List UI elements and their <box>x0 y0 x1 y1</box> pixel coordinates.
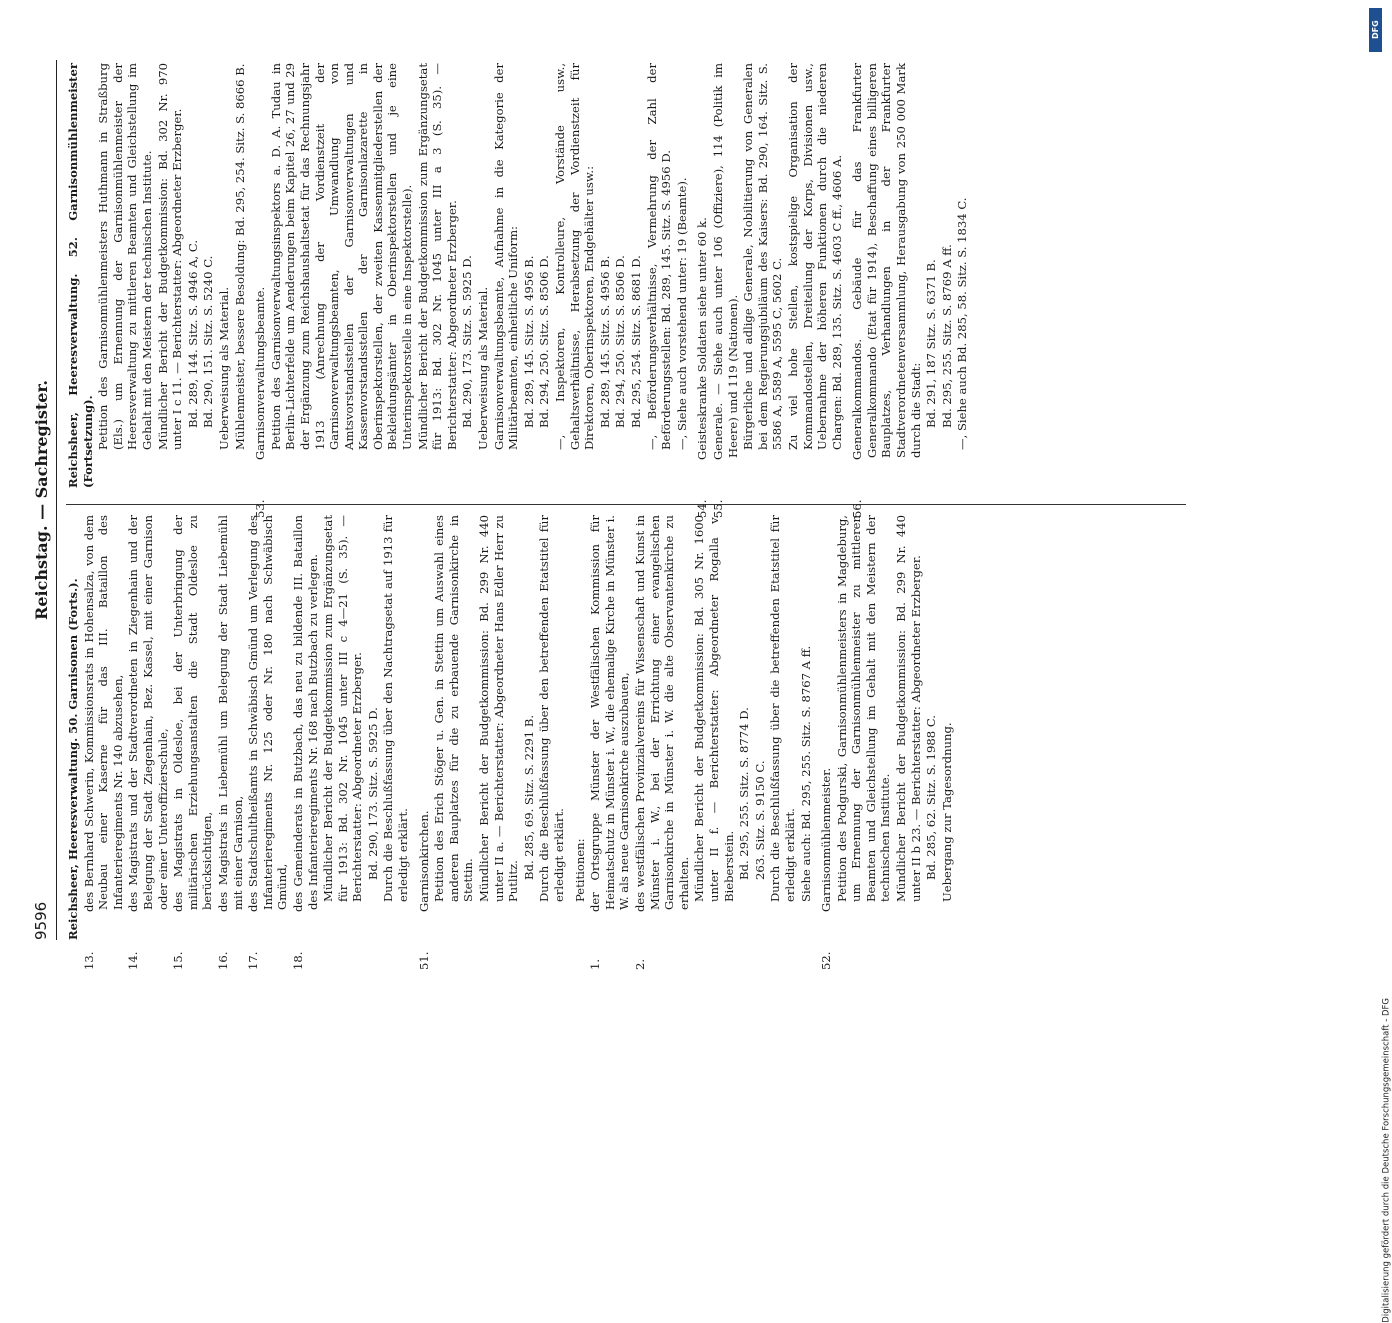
entry-text-content: Mündlicher Bericht der Budgetkommission zum Ergänzungsetat für 1913: Bd. 302 Nr. 1045 unter III c 4—21 (S. 35). — Berichterstatter: Abgeordneter Erzberger. <box>321 515 365 902</box>
entry-text-content: —, Siehe auch Bd. 285, 58. Sitz. S. 1834 C. <box>955 197 970 450</box>
entry-text <box>477 515 521 940</box>
citation-line <box>201 63 216 488</box>
entry-text <box>741 63 785 488</box>
entry-text <box>381 515 410 940</box>
entry-text-content: des Magistrats in Liebemühl um Belegung der Stadt Liebemühl mit einer Garnison, <box>215 515 245 912</box>
entry-text-content: Mündlicher Bericht der Budgetkommission: Bd. 299 Nr. 440 unter II b 23. — Berichterstatter: Abgeordneter Erzberger. <box>894 515 923 902</box>
entry-number: 14. <box>126 951 141 970</box>
entry-text <box>416 63 460 488</box>
entry-text-content: Uebergang zur Tagesordnung. <box>939 722 954 902</box>
section-heading <box>850 63 923 518</box>
entry-text-content: Bd. 289, 145. Sitz. S. 4956 B. <box>521 255 536 428</box>
entry-text-content: Garnisonkirchen. <box>416 810 431 912</box>
left-column <box>66 515 1286 970</box>
entry-text <box>476 63 491 488</box>
entry-text-content: Mündlicher Bericht der Budgetkommission: Bd. 302 Nr. 970 unter I c 11. — Berichterstatter: Abgeordneter Erzberger. <box>155 63 185 450</box>
column-heading <box>66 63 95 488</box>
entry-number: 51. <box>416 951 431 970</box>
entry-text-content: Bd. 291, 187 Sitz. S. 6371 B. <box>924 259 939 428</box>
section-heading <box>819 515 834 970</box>
entry-text-content: Mühlenmeister, bessere Besoldung: Bd. 295, 254. Sitz. S. 8666 B. <box>232 63 247 450</box>
entry-text <box>645 63 674 488</box>
entry-number: 18. <box>290 951 305 970</box>
entry-text-content: Bd. 290, 151. Sitz. S. 5240 C. <box>201 255 216 428</box>
entry-text-content: Siehe auch: Bd. 295, 255. Sitz. S. 8767 A ff. <box>798 645 813 902</box>
entry-text <box>768 515 797 940</box>
entry-number: 56. <box>850 499 865 518</box>
entry-text-content: Bd. 294, 250. Sitz. S. 8506 D. <box>613 255 628 428</box>
page-number: 9596 <box>32 901 50 940</box>
numbered-entry <box>290 515 320 970</box>
column-divider <box>66 504 1186 505</box>
entry-text-content: Ueberweisung als Material. <box>476 286 491 450</box>
citation-line <box>522 515 537 940</box>
entry-text-content: Garnisonmühlenmeister. <box>819 767 834 912</box>
entry-text-content: der Ortsgruppe Münster der Westfälischen Kommission für Heimatschutz in Münster i. W., die ehemalige Kirche in Münster i. W. als neue Garnisonkirche auszubauen, <box>588 515 632 912</box>
entry-number: 2. <box>632 958 647 970</box>
numbered-entry <box>215 515 245 970</box>
entry-text-content: Bd. 294, 250. Sitz. S. 8506 D. <box>537 255 552 428</box>
citation-line <box>522 63 537 488</box>
numbered-entry <box>126 515 170 970</box>
entry-text-content: Petition des Garnisonverwaltungsinspektors a. D. A. Tudau in Berlin-Lichterfelde um Aenderungen beim Kapitel 26, 27 und 29 der Ergänzung zum Reichshaushaltsetat für das Rechnungsjahr 1913 (Anrechnung der Vordienstzeit der Garnisonverwaltungsbeamten, Umwandlung von Amtsvorstandsstellen der Garnisonverwaltungen und Kassenvorstandsstellen der Garnisonlazarette in Oberinspektorstellen, der zweiten Kassenmitgliederstellen der Bekleidungsämter in Oberinspektorstellen und je eine Unterinspektorstelle in eine Inspektorstelle). <box>268 63 415 450</box>
citation-line <box>186 63 201 488</box>
entry-text-content: 263. Sitz. S. 9150 C. <box>752 760 767 880</box>
citation-line <box>629 63 644 488</box>
entry-text-content: Durch die Beschlußfassung über den Nachtragsetat auf 1913 für erledigt erklärt. <box>381 515 411 902</box>
entry-text-content: —, Siehe auch vorstehend unter: 19 (Beamte). <box>674 177 689 450</box>
entry-text-content: des Gemeinderats in Butzbach, das neu zu bildende III. Bataillon des Infanterieregiments Nr. 168 nach Butzbach zu verlegen. <box>290 515 320 912</box>
entry-number: 15. <box>171 951 186 970</box>
entry-text-content: Bd. 289, 144. Sitz. S. 4946 A, C. <box>185 239 200 428</box>
subheading <box>573 515 588 940</box>
entry-text <box>940 515 955 940</box>
entry-text-content: des Stadtschultheißamts in Schwäbisch Gmünd um Verlegung des Infanterieregiments Nr. 125 oder Nr. 180 nach Schwäbisch Gmünd, <box>246 515 290 912</box>
entry-text-content: des westfälischen Provinzialvereins für Wissenschaft und Kunst in Münster i. W., bei der Errichtung einer evangelischen Garnisonkirche in Münster i. W. die alte Observantenkirche zu erhalten. <box>632 515 691 912</box>
numbered-entry <box>246 515 290 970</box>
citation-line <box>598 63 613 488</box>
entry-text-content: Petitionen: <box>572 838 587 902</box>
digitization-note: Digitalisierung gefördert durch die Deutsche Forschungsgemeinschaft - DFG <box>1382 998 1392 1323</box>
citation-line <box>924 63 939 488</box>
entry-text-content: Reichsheer, Heeresverwaltung. 50. Garnisonen (Forts.). <box>66 578 80 940</box>
entry-number: 1. <box>588 958 603 970</box>
entry-text-content: Ueberweisung als Material. <box>216 286 231 450</box>
petition-entry <box>432 515 476 940</box>
entry-text <box>217 63 232 488</box>
entry-text-content: Petition des Erich Stöger u. Gen. in Stettin um Auswahl eines anderen Bauplatzes für die zu erbauende Garnisonkirche in Stettin. <box>432 515 476 902</box>
running-head-title: Reichstag. — Sachregister. <box>32 380 51 620</box>
numbered-entry <box>632 515 691 970</box>
entry-text-content: Garnisonverwaltungsbeamte. <box>253 286 268 460</box>
entry-text <box>321 515 365 940</box>
citation-line <box>537 63 552 488</box>
running-head <box>30 60 57 940</box>
entry-text-content: Generale. — Siehe auch unter 106 (Offiziere), 114 (Politik im Heere) und 119 (Nationen). <box>710 63 740 460</box>
section-heading <box>416 515 432 970</box>
entry-text <box>537 515 566 940</box>
entry-number: 13. <box>81 951 96 970</box>
dfg-logo: DFG <box>1369 8 1382 52</box>
citation-line <box>613 63 628 488</box>
entry-text <box>955 63 970 488</box>
entry-text <box>553 63 597 488</box>
citation-line <box>924 515 939 940</box>
right-column <box>66 63 1286 518</box>
section-heading <box>710 63 740 518</box>
numbered-entry <box>171 515 215 970</box>
entry-number: 16. <box>215 951 230 970</box>
entry-text-content: des Magistrats und der Stadtverordneten in Ziegenhain und der Belegung der Stadt Ziegenhain, Bez. Kassel, mit einer Garnison oder einer Unteroffizierschule, <box>126 515 170 912</box>
entry-text <box>492 63 521 488</box>
entry-text <box>675 63 690 488</box>
entry-text-content: des Magistrats in Oldesloe, bei der Unterbringung der militärischen Erziehungsanstalten die Stadt Oldesloe zu berücksichtigen, <box>171 515 215 912</box>
citation-line <box>753 515 768 940</box>
entry-number: 55. <box>710 499 725 518</box>
citation-line <box>460 63 475 488</box>
entry-text <box>692 515 736 940</box>
entry-text-content: Reichsheer, Heeresverwaltung. 52. Garnisonmühlenmeister (Fortsetzung). <box>66 63 95 488</box>
entry-text-content: Zu viel hohe Stellen, kostspielige Organisation der Kommandostellen, Dreiteilung der Korps, Divisionen usw., Uebernahme der höheren Funktionen durch die niederen Chargen: Bd. 289, 135. Sitz. S. 4603 C ff., 4606 A. <box>785 63 844 450</box>
entry-text-content: Bd. 289, 145. Sitz. S. 4956 B. <box>597 255 612 428</box>
entry-text-content: Bd. 285, 62. Sitz. S. 1988 C. <box>924 715 939 880</box>
entry-text-content: —, Inspektoren, Kontrolleure, Vorstände usw., Gehaltsverhältnisse, Herabsetzung der Vordienstzeit für Direktoren, Oberinspektoren, Endgehälter usw.: <box>553 63 597 450</box>
entry-text-content: Mündlicher Bericht der Budgetkommission zum Ergänzungsetat für 1913: Bd. 302 Nr. 1045 unter III a 3 (S. 35). — Berichterstatter: Abgeordneter Erzberger. <box>415 63 459 450</box>
entry-text-content: Mündlicher Bericht der Budgetkommission: Bd. 299 Nr. 440 unter II a. — Berichterstatter: Abgeordneter Hans Edler Herr zu Putlitz. <box>477 515 521 902</box>
entry-text-content: Garnisonverwaltungsbeamte, Aufnahme in die Kategorie der Militärbeamten, einheitliche Uniform: <box>491 63 521 450</box>
entry-text <box>233 63 248 488</box>
entry-text-content: Petition des Podgurski, Garnisonmühlenmeisters in Magdeburg, um Ernennung der Garnisonmühlenmeister zu mittleren Beamten und Gleichstellung im Gehalt mit den Meistern der technischen Institute. <box>834 515 893 902</box>
section-heading <box>695 63 710 518</box>
entry-number: 52. <box>819 951 834 970</box>
column-heading <box>66 515 81 940</box>
entry-text-content: Bd. 290, 173. Sitz. S. 5925 D. <box>365 707 380 880</box>
entry-text-content: —, Beförderungsverhältnisse, Vermehrung der Zahl der Beförderungsstellen: Bd. 289, 145. Sitz. S. 4956 D. <box>644 63 674 450</box>
entry-text-content: Mündlicher Bericht der Budgetkommission: Bd. 305 Nr. 1600 unter II f. — Berichterstatter: Abgeordneter Rogalla v. Bieberstein. <box>692 515 736 902</box>
numbered-entry <box>588 515 632 970</box>
entry-number: 54. <box>695 499 710 518</box>
citation-line <box>940 63 955 488</box>
entry-text-content: Bd. 295, 254. Sitz. S. 8681 D. <box>628 255 643 428</box>
entry-number: 17. <box>246 951 261 970</box>
citation-line <box>366 515 381 940</box>
entry-text-content: Bd. 295, 255. Sitz. S. 8769 A ff. <box>939 244 954 428</box>
entry-text-content: Bürgerliche und adlige Generale, Nobilitierung von Generalen bei dem Regierungsjubiläum des Kaisers: Bd. 290, 164. Sitz. S. 5586 A, 5589 A, 5595 C, 5602 C. <box>741 63 785 450</box>
entry-text-content: Petition des Garnisonmühlenmeisters Huthmann in Straßburg (Els.) um Ernennung der Garnisonmühlenmeister der Heeresverwaltung zu mittleren Beamten und Gleichstellung im Gehalt mit den Meistern der technischen Institute. <box>96 63 154 450</box>
entry-text-content: Generalkommandos. Gebäude für das Frankfurter Generalkommando (Etat für 1914), Beschaffung eines billigeren Bauplatzes, Verhandlungen in der Frankfurter Stadtverordnetenversammlung, Herausgabung von 250 000 Mark durch die Stadt: <box>850 63 923 460</box>
petition-entry <box>269 63 415 488</box>
citation-line <box>737 515 752 940</box>
entry-text-content: des Bernhard Schwerin, Kommissionsrats in Hohensalza, von dem Neubau einer Kaserne für das III. Bataillon des Infanterieregiments Nr. 140 abzusehen, <box>81 515 125 912</box>
entry-text <box>156 63 185 488</box>
entry-text-content: Bd. 295, 255. Sitz. S. 8774 D. <box>737 707 752 880</box>
entry-text <box>894 515 923 940</box>
entry-number: 53. <box>253 499 268 518</box>
petition-entry <box>835 515 893 940</box>
entry-text <box>786 63 844 488</box>
numbered-entry <box>81 515 126 970</box>
section-heading <box>253 63 268 518</box>
entry-text-content: Bd. 285, 69. Sitz. S. 2291 B. <box>521 714 536 880</box>
entry-text-content: Durch die Beschlußfassung über den betreffenden Etatstitel für erledigt erklärt. <box>537 515 566 902</box>
entry-text-content: Durch die Beschlußfassung über die betreffenden Etatstitel für erledigt erklärt. <box>768 515 797 902</box>
entry-text-content: Geisteskranke Soldaten siehe unter 60 k. <box>695 217 710 460</box>
entry-text <box>799 515 814 940</box>
entry-text-content: Bd. 290, 173. Sitz. S. 5925 D. <box>460 255 475 428</box>
entry-text <box>96 63 154 488</box>
